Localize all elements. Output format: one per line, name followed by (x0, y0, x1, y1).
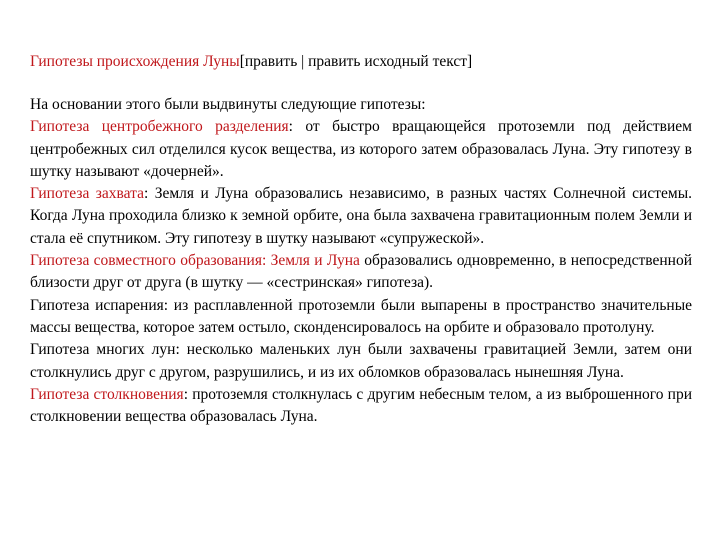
document-body (30, 94, 692, 428)
intro-paragraph: На основании этого были выдвинуты следующие гипотезы: (30, 96, 426, 113)
hypothesis-paragraph (30, 116, 692, 183)
hypothesis-paragraph (30, 384, 692, 429)
hypothesis-text: Гипотеза испарения: из расплавленной протоземли были выпарены в пространство значительные массы вещества, которое затем остыло, сконденсировалось на орбите и образовало протолуну. (30, 296, 692, 336)
hypothesis-paragraph (30, 295, 692, 340)
hypothesis-link[interactable]: Гипотеза столкновения (30, 385, 184, 403)
hypothesis-paragraph (30, 183, 692, 250)
hypothesis-text: : протоземля столкнулась с другим небесным телом, а из выброшенного при столкновении вещества образовалась Луна. (30, 385, 692, 426)
hypothesis-link[interactable]: Гипотеза центробежного разделения (30, 118, 289, 136)
edit-links[interactable]: [править | править исходный текст] (239, 53, 473, 70)
hypothesis-text: образовались одновременно, в непосредственной близости друг от друга (в шутку — «сестринская» гипотеза). (30, 252, 692, 292)
section-heading (30, 52, 692, 72)
hypothesis-link[interactable]: Гипотеза совместного образования: Земля и Луна (30, 252, 360, 270)
hypothesis-text: : от быстро вращающейся протоземли под действием центробежных сил отделился кусок вещества, из которого затем образовалась Луна. Эту гипотезу в шутку называют «дочерней». (30, 118, 692, 180)
hypothesis-text: Гипотеза многих лун: несколько маленьких лун были захвачены гравитацией Земли, затем они столкнулись друг с другом, разрушились, и из их обломков образовалась нынешняя Луна. (30, 341, 692, 381)
section-title: Гипотезы происхождения Луны (30, 53, 240, 70)
hypothesis-paragraph (30, 250, 692, 295)
hypothesis-paragraph (30, 339, 692, 384)
hypothesis-link[interactable]: Гипотеза захвата (30, 185, 144, 203)
hypothesis-text: : Земля и Луна образовались независимо, в разных частях Солнечной системы. Когда Луна проходила близко к земной орбите, она была захвачена гравитационным полем Земли и стала её спутником. Эту гипотезу в шутку называют «супружеской». (30, 185, 692, 247)
